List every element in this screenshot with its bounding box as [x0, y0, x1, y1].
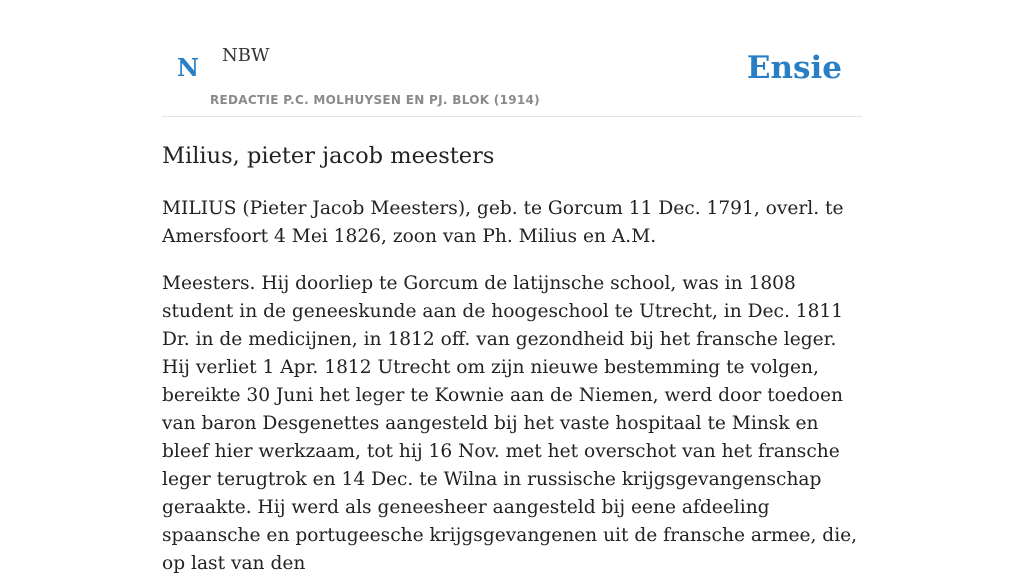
ensie-logo[interactable]: Ensie	[746, 50, 842, 86]
article-paragraph-2: Meesters. Hij doorliep te Gorcum de latijnsche school, was in 1808 student in de geneeskunde aan de hoogeschool te Utrecht, in Dec. 1811 Dr. in de medicijnen, in 1812 off. van gezondheid bij het fransche leger. Hij verliet 1 Apr. 1812 Utrecht om zijn nieuwe bestemming te volgen, bereikte 30 Juni het leger te Kownie aan de Niemen, werd door toedoen van baron Desgenettes aangesteld bij het vaste hospitaal te Minsk en bleef hier werkzaam, tot hij 16 Nov. met het overschot van het fransche leger terugtrok en 14 Dec. te Wilna in russische krijgsgevangenschap geraakte. Hij werd als geneesheer aangesteld bij eene afdeeling spaansche en portugeesche krijgsgevangenen uit de fransche armee, die, op last van den	[162, 273, 858, 574]
nbw-logo[interactable]: N	[177, 53, 199, 82]
site-header	[162, 0, 862, 117]
publication-name[interactable]: NBW	[222, 45, 270, 66]
article-title: Milius, pieter jacob meesters	[162, 143, 495, 169]
article-paragraph-1: MILIUS (Pieter Jacob Meesters), geb. te Gorcum 11 Dec. 1791, overl. te Amersfoort 4 Mei 1826, zoon van Ph. Milius en A.M.	[162, 198, 844, 247]
publication-subtitle: REDACTIE P.C. MOLHUYSEN EN PJ. BLOK (1914)	[210, 93, 540, 107]
page	[162, 0, 862, 574]
